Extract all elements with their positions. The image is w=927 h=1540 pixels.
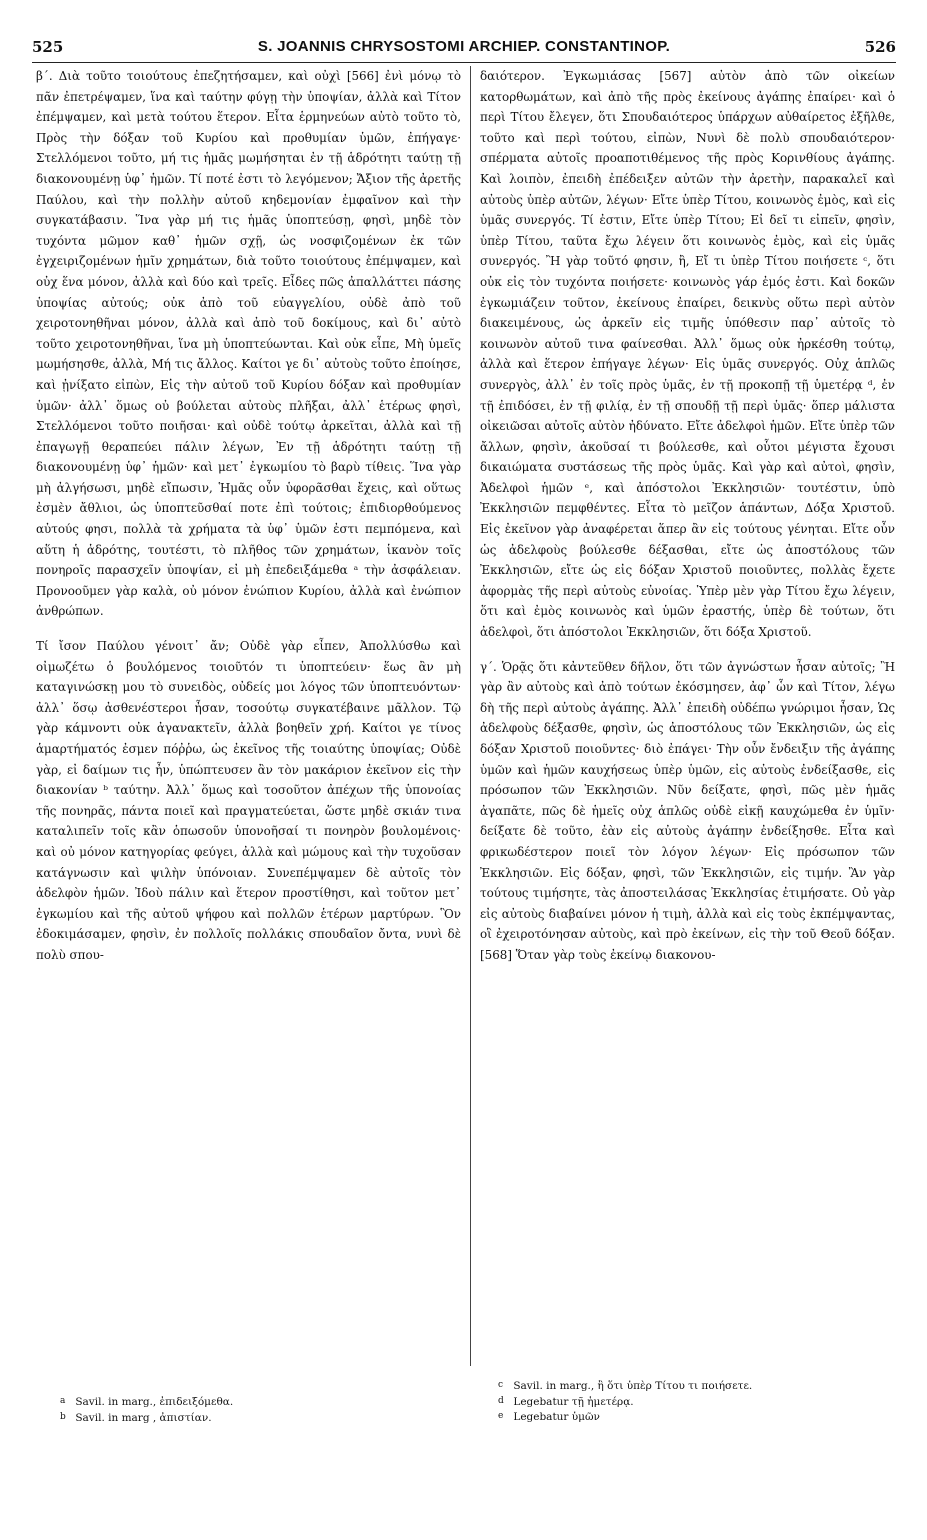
column-divider xyxy=(470,66,471,1366)
footnote xyxy=(60,1410,440,1426)
footnotes-right xyxy=(498,1378,878,1425)
footnote-text: Savil. in marg., ἢ ὅτι ὑπὲρ Τίτου τι ποιήσετε. xyxy=(513,1380,753,1392)
paragraph: Τί ἴσον Παύλου γένοιτ᾽ ἄν; Οὐδὲ γὰρ εἶπεν, Ἀπολλύσθω καὶ οἰμωζέτω ὁ βουλόμενος τοιοῦτόν τι ὑποπτεύειν· ἕως ἂν μὴ καταγινώσκῃ μου τὸ συνειδὸς, οὐδείς μοι λόγος τῶν ὑποπτευόντων· ἀλλ᾽ ὅσῳ ἀσθενέστεροι ἦσαν, τοσούτῳ συγκατέβαινε μᾶλλον. Τῷ γὰρ κάμνοντι οὐκ ἀγανακτεῖν, ἀλλὰ βοηθεῖν χρή. Καίτοι γε τίνος ἁμαρτήματός ἐσμεν πόῤῥω, ὡς ἐκεῖνος τῆς τοιαύτης ὑποψίας; Οὐδὲ γὰρ, εἰ δαίμων τις ἦν, ὑπώπτευσεν ἂν τὸν μακάριον ἐκεῖνον εἰς τὴν διακονίαν ᵇ ταύτην. Ἀλλ᾽ ὅμως καὶ τοσοῦτον ἀπέχων τῆς ὑπονοίας τῆς πονηρᾶς, πάντα ποιεῖ καὶ πραγματεύεται, ὥστε μηδὲ σκιάν τινα καταλιπεῖν τοῖς κἂν ὁπωσοῦν ὑπονοῆσαί τι πονηρὸν βουλομένοις· καὶ οὐ μόνον κατηγορίας φεύγει, ἀλλὰ καὶ μώμους καὶ τὴν τυχοῦσαν κατάγνωσιν καὶ ψιλὴν ὑπόνοιαν. Συνεπέμψαμεν δὲ αὐτοῖς τὸν ἀδελφὸν ἡμῶν. Ἰδοὺ πάλιν καὶ ἕτερον προστίθησι, καὶ τοῦτον μετ᾽ ἐγκωμίου καὶ τῆς αὐτοῦ ψήφου καὶ πολλῶν ἑτέρων μαρτύρων. Ὃν ἐδοκιμάσαμεν, φησὶν, ἐν πολλοῖς πολλάκις σπουδαῖον ὄντα, νυνὶ δὲ πολὺ σπου- xyxy=(36,639,461,962)
footnote xyxy=(498,1378,878,1394)
running-title: S. JOANNIS CHRYSOSTOMI ARCHIEP. CONSTANTINOP. xyxy=(257,38,671,55)
page-number-left: 525 xyxy=(32,38,64,56)
footnote-label: c xyxy=(498,1380,504,1390)
paragraph: β΄. Διὰ τοῦτο τοιούτους ἐπεζητήσαμεν, καὶ οὐχὶ [566] ἐνὶ μόνῳ τὸ πᾶν ἐπετρέψαμεν, ἵνα καὶ ταύτην φύγῃ τὴν ὑποψίαν, ἀλλὰ καὶ Τίτον ἐπέμψαμεν, καὶ μετὰ τούτου ἕτερον. Εἶτα ἑρμηνεύων αὐτὸ τοῦτο τὸ, Πρὸς τὴν δόξαν τοῦ Κυρίου καὶ προθυμίαν ὑμῶν, ἐπήγαγε· Στελλόμενοι τοῦτο, μή τις ἡμᾶς μωμήσηται ἐν τῇ ἁδρότητι ταύτῃ τῇ διακονουμένῃ ὑφ᾽ ἡμῶν. Τί ποτέ ἐστι τὸ λεγόμενον; Ἄξιον τῆς ἀρετῆς Παύλου, καὶ τὴν πολλὴν αὐτοῦ κηδεμονίαν ἐμφαῖνον καὶ τὴν συγκατάβασιν. Ἵνα γὰρ μή τις ἡμᾶς ὑποπτεύσῃ, φησὶ, μηδὲ τὸν τυχόντα μῶμον καθ᾽ ἡμῶν σχῇ, ὡς νοσφιζομένων ἐκ τῶν ἐγχειριζομένων ἡμῖν χρημάτων, διὰ τοῦτο τοιούτους ἐπέμψαμεν, καὶ οὐχ ἕνα μόνον, ἀλλὰ καὶ δύο καὶ τρεῖς. Εἶδες πῶς ἀπαλλάττει πάσης ὑποψίας αὐτούς; οὐκ ἀπὸ τοῦ εὐαγγελίου, οὐδὲ ἀπὸ τοῦ χειροτονηθῆναι μόνον, ἀλλὰ καὶ ἀπὸ τοῦ δοκίμους, καὶ δι᾽ αὐτὸ τοῦτο χειροτονηθῆναι, ἵνα μὴ ὑποπτεύωνται. Καὶ οὐκ εἶπε, Μὴ ὑμεῖς μωμήσησθε, ἀλλὰ, Μή τις ἄλλος. Καίτοι γε δι᾽ αὐτοὺς τοῦτο ἐποίησε, καὶ ᾐνίξατο εἰπὼν, Εἰς τὴν αὐτοῦ τοῦ Κυρίου δόξαν καὶ προθυμίαν ὑμῶν· ἀλλ᾽ ὅμως οὐ βούλεται αὐτοὺς πλῆξαι, ἀλλ᾽ ἑτέρως φησὶ, Στελλόμενοι τοῦτο ποιῆσαι· καὶ οὐδὲ τούτῳ ἀρκεῖται, ἀλλὰ καὶ τῇ ἐπαγωγῇ θεραπεύει πάλιν λέγων, Ἐν τῇ ἁδρότητι ταύτῃ τῇ διακονουμένῃ ὑφ᾽ ἡμῶν· καὶ μετ᾽ ἐγκωμίου τὸ βαρὺ τίθεις. Ἵνα γὰρ μὴ ἀλγήσωσι, μηδὲ εἴπωσιν, Ἡμᾶς οὖν ὑφορᾶσθαι ἔχεις, καὶ οὕτως ἐσμὲν ἄθλιοι, ὡς ὑποπτεῦσθαί ποτε ἐπὶ τούτοις; ἐπιδιορθούμενος αὐτούς φησι, πολλὰ τὰ χρήματα τὰ ὑφ᾽ ὑμῶν ἐστι πεμπόμενα, καὶ αὕτη ἡ ἁδρότης, τουτέστι, τὸ πλῆθος τῶν χρημάτων, ἱκανὸν τοῖς πονηροῖς παρασχεῖν ὑποψίαν, εἰ μὴ ἐπεδειξάμεθα ᵃ τὴν ἀσφάλειαν. Προνοοῦμεν γὰρ καλὰ, οὐ μόνον ἐνώπιον Κυρίου, ἀλλὰ καὶ ἐνώπιον ἀνθρώπων. xyxy=(36,69,461,619)
right-column xyxy=(480,66,895,966)
footnote-label: d xyxy=(498,1395,504,1406)
page-number-right: 526 xyxy=(864,38,896,56)
footnote-text: Savil. in marg., ἐπιδειξόμεθα. xyxy=(75,1396,234,1408)
paragraph: δαιότερον. Ἐγκωμιάσας [567] αὐτὸν ἀπὸ τῶν οἰκείων κατορθωμάτων, καὶ ἀπὸ τῆς πρὸς ἐκείνους ἀγάπης ἐπαίρει· καὶ ὁ περὶ Τίτου ἔλεγεν, ὅτι Σπουδαιότερος ὑπάρχων αὐθαίρετος ἐξῆλθε, τοῦτο καὶ περὶ τούτου, εἰπὼν, Νυνὶ δὲ πολὺ σπουδαιότερον· σπέρματα αὐτοῖς προαποτιθέμενος τῆς πρὸς Κορινθίους ἀγάπης. Καὶ λοιπὸν, ἐπειδὴ ἐπέδειξεν αὐτῶν τὴν ἀρετὴν, παρακαλεῖ καὶ αὐτοὺς ὑπὲρ αὐτῶν, λέγων· Εἴτε ὑπὲρ Τίτου, κοινωνὸς ἐμὸς, καὶ εἰς ὑμᾶς συνεργός. Τί ἐστιν, Εἴτε ὑπὲρ Τίτου; Εἰ δεῖ τι εἰπεῖν, φησὶν, ὑπὲρ Τίτου, ταῦτα ἔχω λέγειν ὅτι κοινωνὸς ἐμὸς, καὶ εἰς ὑμᾶς συνεργός. Ἢ γὰρ τοῦτό φησιν, ἢ, Εἴ τι ὑπὲρ Τίτου ποιήσετε ᶜ, ὅτι οὐκ εἰς τὸν τυχόντα ποιήσετε· κοινωνὸς γάρ ἐμός ἐστι. Καὶ δοκῶν ἐγκωμιάζειν τοῦτον, ἐκείνους ἐπαίρει, δεικνὺς οὕτω περὶ αὐτὸν διακειμένους, ὡς ἀρκεῖν εἰς τιμῆς ὑπόθεσιν παρ᾽ αὐτοῖς τὸ κοινωνὸν αὐτοῦ τινα φαίνεσθαι. Ἀλλ᾽ ὅμως οὐκ ἠρκέσθη τούτῳ, ἀλλὰ καὶ ἕτερον ἐπήγαγε λέγων· Εἰς ὑμᾶς συνεργός. Οὐχ ἁπλῶς συνεργὸς, ἀλλ᾽ ἐν τοῖς πρὸς ὑμᾶς, ἐν τῇ προκοπῇ τῇ ὑμετέρᾳ ᵈ, ἐν τῇ ἐπιδόσει, ἐν τῇ φιλίᾳ, ἐν τῇ σπουδῇ τῇ περὶ ὑμᾶς· ὅπερ μάλιστα οἰκειῶσαι αὐτοῖς αὐτὸν ἠδύνατο. Εἴτε ἀδελφοὶ ἡμῶν. Εἴτε ὑπὲρ τῶν ἄλλων, φησὶν, ἀκοῦσαί τι βούλεσθε, καὶ οὗτοι μέγιστα ἔχουσι δικαιώματα συστάσεως τῆς πρὸς ὑμᾶς. Καὶ γὰρ καὶ αὐτοὶ, φησὶν, Ἀδελφοὶ ἡμῶν ᵉ, καὶ ἀπόστολοι Ἐκκλησιῶν· τουτέστιν, ὑπὸ Ἐκκλησιῶν πεμφθέντες. Εἶτα τὸ μεῖζον ἁπάντων, Δόξα Χριστοῦ. Εἰς ἐκεῖνον γὰρ ἀναφέρεται ἅπερ ἂν εἰς τούτους γένηται. Εἴτε οὖν ὡς ἀδελφοὺς βούλεσθε δέξασθαι, εἴτε ὡς ἀποστόλους τῶν Ἐκκλησιῶν, εἴτε ὡς εἰς δόξαν Χριστοῦ ποιοῦντες, πολλὰς ἔχετε ἀφορμὰς τῆς περὶ αὐτοὺς εὐνοίας. Ὑπὲρ μὲν γὰρ Τίτου ἔχω λέγειν, ὅτι καὶ ἐμὸς κοινωνὸς καὶ ὑμῶν ἐραστής, ὑπὲρ δὲ τούτων, ὅτι ἀδελφοὶ, ὅτι ἀπόστολοι Ἐκκλησιῶν, ὅτι δόξα Χριστοῦ. xyxy=(480,69,895,640)
footnote-text: Legebatur τῇ ἡμετέρᾳ. xyxy=(513,1395,634,1408)
paragraph: γ΄. Ὁρᾷς ὅτι κἀντεῦθεν δῆλον, ὅτι τῶν ἀγνώστων ἦσαν αὐτοῖς; Ἢ γὰρ ἂν αὐτοὺς καὶ ἀπὸ τούτων ἐκόσμησεν, ἀφ᾽ ὧν καὶ Τίτον, λέγω δὴ τῆς περὶ αὐτοὺς ἀγάπης. Ἀλλ᾽ ἐπειδὴ οὐδέπω γνώριμοι ἦσαν, Ὡς ἀδελφοὺς δέξασθε, φησὶν, ὡς ἀποστόλους τῶν Ἐκκλησιῶν, ὡς εἰς δόξαν Χριστοῦ ποιοῦντες· διὸ ἐπάγει· Τὴν οὖν ἔνδειξιν τῆς ἀγάπης ὑμῶν καὶ ἡμῶν καυχήσεως ὑπὲρ ὑμῶν, εἰς αὐτοὺς ἐνδείξασθε, εἰς πρόσωπον τῶν Ἐκκλησιῶν. Νῦν δείξατε, φησὶ, πῶς μὲν ἡμᾶς ἀγαπᾶτε, πῶς δὲ ἡμεῖς οὐχ ἁπλῶς οὐδὲ εἰκῇ καυχώμεθα ἐν ὑμῖν· δείξατε δὲ τοῦτο, ἐὰν εἰς αὐτοὺς ἀγάπην ἐνδείξησθε. Εἶτα καὶ φρικωδέστερον ποιεῖ τὸν λόγον λέγων· Εἰς πρόσωπον τῶν Ἐκκλησιῶν. Εἰς δόξαν, φησὶ, τῶν Ἐκκλησιῶν, εἰς τιμήν. Ἂν γὰρ τούτους τιμήσητε, τὰς ἀποστειλάσας Ἐκκλησίας ἐτιμήσατε. Οὐ γὰρ εἰς αὐτοὺς διαβαίνει μόνον ἡ τιμὴ, ἀλλὰ καὶ εἰς τοὺς ἐκπέμψαντας, οἳ ἐχειροτόνησαν αὐτοὺς, καὶ πρὸ ἐκείνων, εἰς τὴν τοῦ Θεοῦ δόξαν. [568] Ὅταν γὰρ τοὺς ἐκείνῳ διακονου- xyxy=(480,659,895,962)
footnote-label: e xyxy=(498,1411,504,1421)
footnotes-left xyxy=(60,1394,440,1425)
footnote-label: b xyxy=(60,1411,66,1422)
footnote xyxy=(498,1409,878,1425)
footnote xyxy=(60,1394,440,1410)
footnote-text: Savil. in marg , ἀπιστίαν. xyxy=(75,1411,212,1424)
footnote-label: a xyxy=(60,1396,66,1406)
page-header xyxy=(32,38,896,63)
left-column xyxy=(36,66,461,966)
footnote xyxy=(498,1394,878,1410)
footnote-text: Legebatur ὑμῶν xyxy=(513,1411,600,1423)
